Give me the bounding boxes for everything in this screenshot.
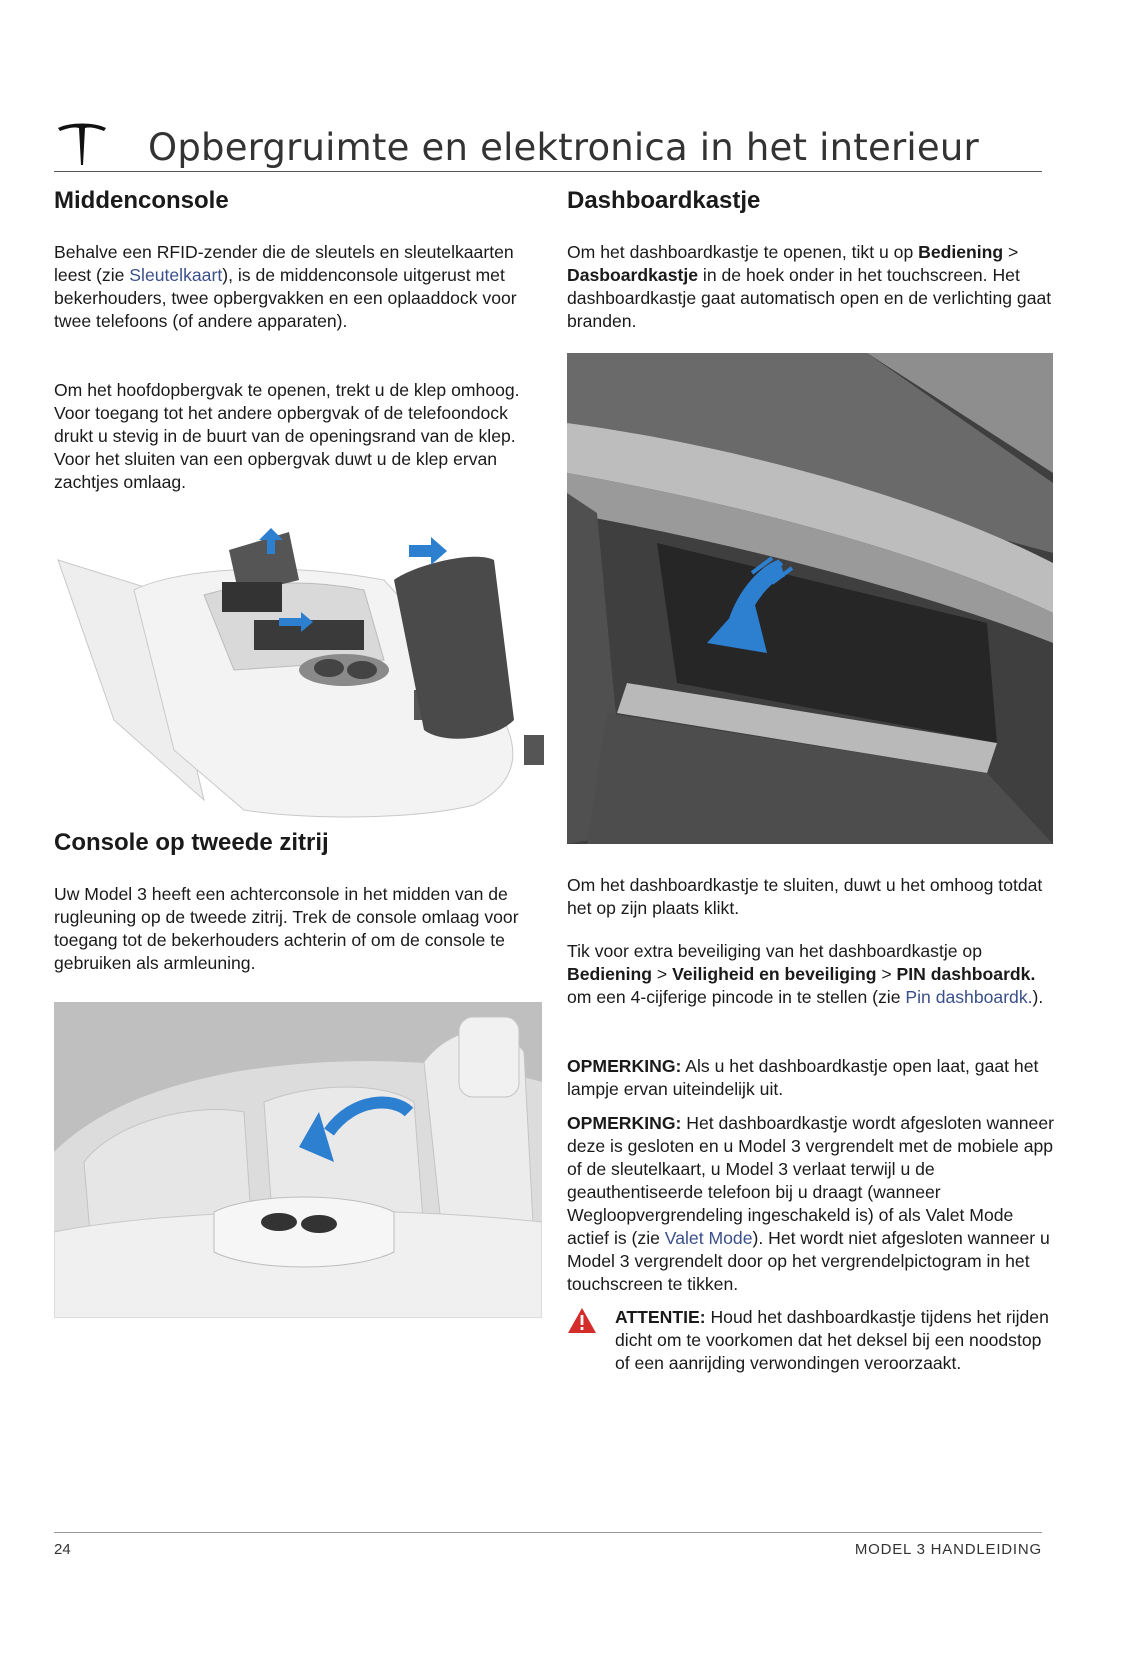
dashboardkastje-paragraph-3: Tik voor extra beveiliging van het dashboardkastje op Bediening > Veiligheid en beveiliging > PIN dashboardk. om een 4-cijferige pincode in te stellen (zie Pin dashboardk.). — [567, 941, 1044, 1007]
warning-text: ATTENTIE: Houd het dashboardkastje tijdens het rijden dicht om te voorkomen dat het deksel bij een noodstop of een aanrijding verwondingen veroorzaakt. — [615, 1307, 1049, 1373]
middenconsole-paragraph-1: Behalve een RFID-zender die de sleutels en sleutelkaarten leest (zie Sleutelkaart), is de middenconsole uitgerust met bekerhouders, twee opbergvakken en een oplaaddock voor twee telefoons (of andere apparaten). — [54, 242, 517, 331]
footer-manual-title: MODEL 3 HANDLEIDING — [854, 1541, 1042, 1558]
page-number: 24 — [54, 1541, 71, 1558]
page-title: Opbergruimte en elektronica in het interieur — [148, 126, 979, 169]
glovebox-illustration — [567, 353, 1053, 844]
footer-divider — [54, 1532, 1042, 1533]
title-divider — [54, 171, 1042, 172]
link-valet-mode[interactable]: Valet Mode — [664, 1228, 753, 1248]
heading-console-tweede-zitrij: Console op tweede zitrij — [54, 829, 329, 856]
middenconsole-paragraph-2: Om het hoofdopbergvak te openen, trekt u de klep omhoog. Voor toegang tot het andere opbergvak of de telefoondock drukt u stevig in de buurt van de openingsrand van de klep. Voor het sluiten van een opbergvak duwt u de klep ervan zachtjes omlaag. — [54, 380, 520, 492]
heading-dashboardkastje: Dashboardkastje — [567, 187, 761, 214]
link-pin-dashboardk[interactable]: Pin dashboardk. — [905, 987, 1033, 1007]
note-1: OPMERKING: Als u het dashboardkastje open laat, gaat het lampje ervan uiteindelijk uit. — [567, 1056, 1039, 1099]
tesla-logo-icon — [56, 122, 108, 166]
note-2: OPMERKING: Het dashboardkastje wordt afgesloten wanneer deze is gesloten en u Model 3 vergrendelt met de mobiele app of de sleutelkaart, u Model 3 verlaat terwijl u de geauthentiseerde telefoon bij u draagt (wanneer Wegloopvergrendeling ingeschakeld is) of als Valet Mode actief is (zie Valet Mode). Het wordt niet afgesloten wanneer u Model 3 vergrendelt door op het vergrendelpictogram in het touchscreen te tikken. — [567, 1113, 1054, 1294]
dashboardkastje-paragraph-2: Om het dashboardkastje te sluiten, duwt u het omhoog totdat het op zijn plaats klikt. — [567, 875, 1043, 918]
center-console-illustration — [54, 520, 544, 825]
link-sleutelkaart[interactable]: Sleutelkaart — [129, 265, 223, 285]
dashboardkastje-paragraph-1: Om het dashboardkastje te openen, tikt u op Bediening > Dasboardkastje in de hoek onder in het touchscreen. Het dashboardkastje gaat automatisch open en de verlichting gaat branden. — [567, 242, 1052, 331]
warning-triangle-icon — [567, 1307, 597, 1334]
rear-seat-armrest-illustration — [54, 1002, 542, 1318]
heading-middenconsole: Middenconsole — [54, 187, 229, 214]
console-tweede-zitrij-paragraph: Uw Model 3 heeft een achterconsole in het midden van de rugleuning op de tweede zitrij. Trek de console omlaag voor toegang tot de bekerhouders achterin of om de console te gebruiken als armleuning. — [54, 884, 519, 973]
